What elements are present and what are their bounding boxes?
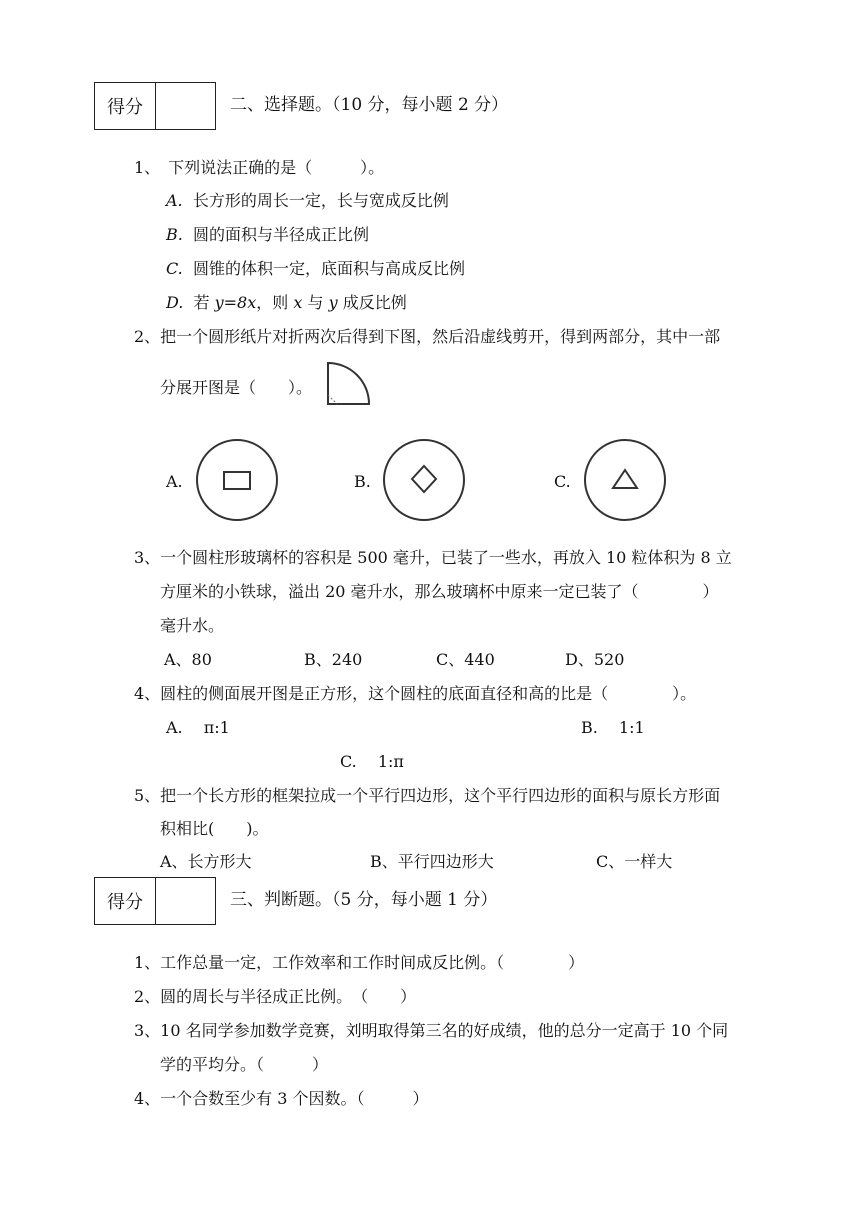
q5-option-a: A、长方形大 [160, 852, 252, 871]
option-text: 圆锥的体积一定，底面积与高成反比例 [192, 259, 465, 278]
judge-item-3-line1: 3、10 名同学参加数学竞赛，刘明取得第三名的好成绩，他的总分一定高于 10 个同 [134, 1021, 729, 1040]
q5-option-b: B、平行四边形大 [370, 852, 494, 871]
var-y: y [328, 293, 338, 312]
var-x: x [293, 293, 303, 312]
q5-option-c: C、一样大 [596, 852, 673, 871]
q4-option-a: A. π:1 [166, 718, 230, 737]
score-blank[interactable] [156, 878, 215, 924]
q1-option-d [166, 293, 407, 313]
option-letter: A. [166, 191, 183, 210]
option-text: 长方形的周长一定，长与宽成反比例 [192, 191, 449, 210]
option-text: 成反比例 [337, 293, 407, 312]
option-text: ，则 [256, 293, 294, 312]
option-c-circle-triangle [583, 438, 667, 522]
score-blank[interactable] [156, 83, 215, 129]
equation: y=8x [214, 293, 257, 312]
judge-item-2: 2、圆的周长与半径成正比例。 （ ） [134, 987, 417, 1006]
q4-option-b: B. 1:1 [581, 718, 645, 737]
q2-line2: 分展开图是（ ）。 [160, 378, 313, 397]
section2-title: 二、选择题。（10 分，每小题 2 分） [230, 95, 509, 115]
option-b-circle-diamond [382, 438, 466, 522]
q2-label-b: B. [354, 472, 371, 491]
q3-option-b: B、240 [304, 650, 363, 669]
judge-item-1: 1、工作总量一定，工作效率和工作时间成反比例。（ ） [134, 953, 585, 972]
option-a-circle-rectangle [195, 438, 279, 522]
judge-item-3-line2: 学的平均分。（ ） [160, 1055, 329, 1074]
option-text: 圆的面积与半径成正比例 [193, 225, 370, 244]
judge-item-4: 4、一个合数至少有 3 个因数。（ ） [134, 1089, 429, 1108]
q4-stem: 4、圆柱的侧面展开图是正方形，这个圆柱的底面直径和高的比是（ ）。 [134, 684, 697, 703]
q4-option-c: C. 1:π [340, 752, 404, 771]
q5-line1: 5、把一个长方形的框架拉成一个平行四边形，这个平行四边形的面积与原长方形面 [134, 786, 721, 805]
option-text: 若 [193, 293, 215, 312]
q5-line2: 积相比( )。 [160, 819, 269, 838]
score-label: 得分 [95, 878, 156, 924]
q1-stem: 1、 下列说法正确的是（ ）。 [134, 158, 385, 177]
q2-label-c: C. [554, 472, 571, 491]
option-letter: D. [166, 293, 184, 312]
score-box-section3 [94, 877, 216, 925]
option-letter: C. [166, 259, 183, 278]
q1-option-c [166, 259, 465, 279]
q2-label-a: A. [166, 472, 183, 491]
section3-title: 三、判断题。（5 分，每小题 1 分） [230, 890, 498, 910]
q2-line1: 2、把一个圆形纸片对折两次后得到下图，然后沿虚线剪开，得到两部分，其中一部 [134, 327, 721, 346]
q3-line1: 3、一个圆柱形玻璃杯的容积是 500 毫升，已装了一些水，再放入 10 粒体积为 8 立 [134, 548, 732, 567]
score-label: 得分 [95, 83, 156, 129]
option-text: 与 [302, 293, 329, 312]
quarter-circle-figure [326, 361, 372, 407]
q3-option-d: D、520 [565, 650, 625, 669]
score-box-section2 [94, 82, 216, 130]
q3-option-a: A、80 [164, 650, 212, 669]
q3-line2: 方厘米的小铁球，溢出 20 毫升水，那么玻璃杯中原来一定已装了（ ） [160, 582, 719, 601]
q3-option-c: C、440 [436, 650, 495, 669]
option-letter: B. [166, 225, 183, 244]
q1-option-b [166, 225, 369, 245]
q1-option-a [166, 191, 449, 211]
q3-line3: 毫升水。 [160, 616, 225, 635]
